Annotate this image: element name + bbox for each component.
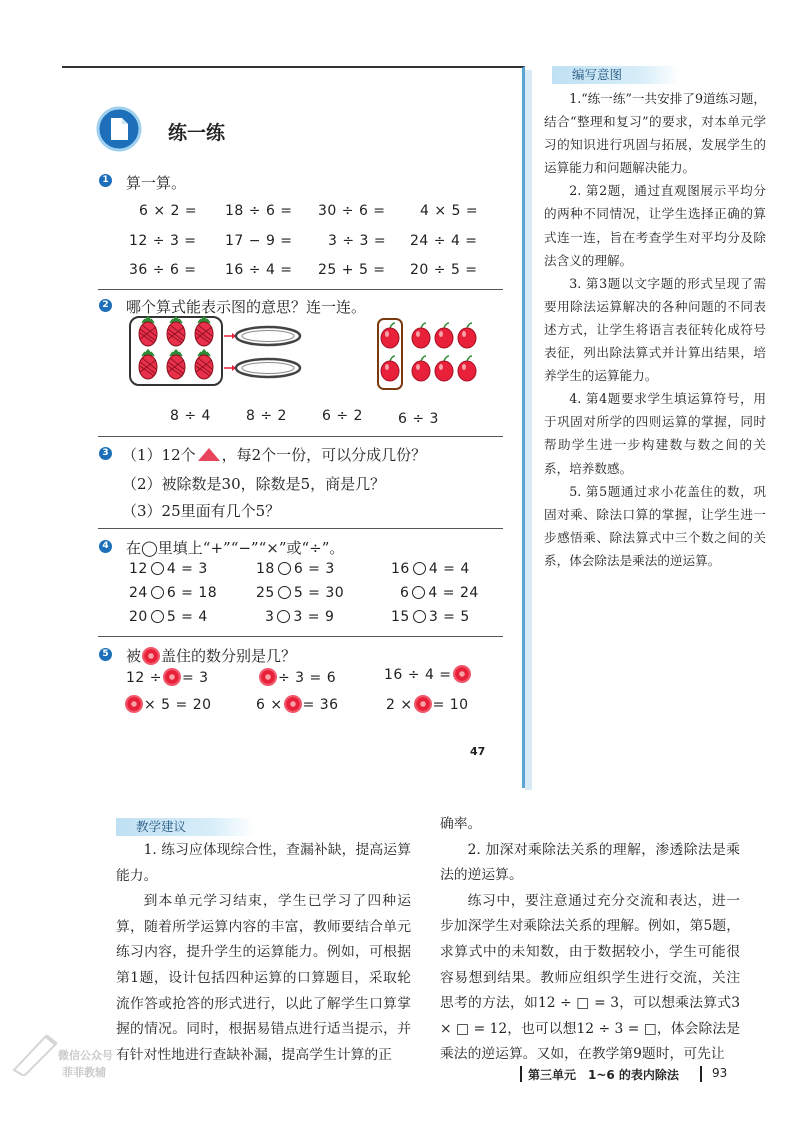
sidebar-paragraph: 5. 第5题通过求小花盖住的数，巩固对乘、除法口算的掌握，让学生进一步感悟乘、除法算式中三个数之间的关系，体会除法是乘法的逆运算。 <box>544 483 766 568</box>
q4-right: 5 = 30 <box>293 585 345 601</box>
q1-equation: 36 ÷ 6 = <box>129 262 197 278</box>
footer-divider <box>700 1066 702 1082</box>
q1-equation: 16 ÷ 4 = <box>225 262 293 278</box>
q4-item <box>391 609 470 625</box>
q5-left: 6 × <box>256 697 283 713</box>
q4-right: 3 = 9 <box>293 609 335 625</box>
q2-option[interactable]: 8 ÷ 2 <box>246 408 287 424</box>
operator-blank[interactable] <box>412 586 425 599</box>
exercise-document-icon <box>96 106 142 152</box>
teaching-right-column <box>440 812 740 1068</box>
q4-item <box>265 609 334 625</box>
q1-equation: 18 ÷ 6 = <box>225 203 293 219</box>
q5-item <box>258 670 336 686</box>
triangle-icon <box>198 448 220 461</box>
flower-icon[interactable] <box>455 667 469 681</box>
q2-option[interactable]: 6 ÷ 2 <box>322 408 363 424</box>
q2-prompt: 哪个算式能表示图的意思？连一连。 <box>126 298 367 316</box>
q4-item <box>256 561 335 577</box>
q5-right: = 36 <box>302 697 339 713</box>
q1-equation: 17 − 9 = <box>225 233 293 249</box>
q4-right: 4 = 24 <box>428 585 479 601</box>
q3-line2: （2）被除数是30，除数是5，商是几？ <box>122 475 386 493</box>
q4-left: 3 <box>265 609 275 625</box>
q4-right: 4 = 4 <box>428 561 470 577</box>
q1-equation: 30 ÷ 6 = <box>318 203 386 219</box>
operator-blank[interactable] <box>413 610 426 623</box>
q1-equation: 12 ÷ 3 = <box>129 233 197 249</box>
q5-item <box>386 697 469 713</box>
q1-number: 1 <box>99 174 112 187</box>
flower-icon[interactable] <box>261 670 275 684</box>
sidebar-label: 编写意图 <box>552 66 680 84</box>
q4-left: 18 <box>256 561 275 577</box>
q5-number: 5 <box>99 648 112 661</box>
q4-item <box>391 561 470 577</box>
sidebar-paragraph: 4. 第4题要求学生填运算符号，用于巩固对所学的四则运算的掌握，同时帮助学生进一步构建数与数之间的关系，培养数感。 <box>544 391 766 476</box>
q4-item <box>129 609 208 625</box>
q5-left: 2 × <box>386 697 413 713</box>
q4-right: 6 = 18 <box>166 585 218 601</box>
textbook-page-number: 47 <box>470 745 486 758</box>
teaching-paragraph: 1. 练习应体现综合性，查漏补缺，提高运算能力。 <box>116 842 411 884</box>
operator-blank[interactable] <box>151 586 164 599</box>
divider <box>98 636 503 637</box>
watermark-line1: 微信公众号 <box>58 1049 113 1062</box>
q3-line3: （3）25里面有几个5？ <box>122 502 281 520</box>
q4-left: 16 <box>391 561 410 577</box>
divider <box>98 289 503 290</box>
q4-number: 4 <box>99 540 112 553</box>
q3-line1-b: ，每2个一份，可以分成几份？ <box>221 446 427 464</box>
footer-divider <box>520 1066 522 1082</box>
teaching-left-column <box>116 838 411 1068</box>
teaching-paragraph: 到本单元学习结束，学生已学习了四种运算，随着所学运算内容的丰富，教师要结合单元练习内容，提升学生的运算能力。例如，可根据第1题，设计包括四种运算的口算题目，采取轮流作答或抢答的形式进行，以此了解学生口算掌握的情况。同时，根据易错点进行适当提示，并有针对性地进行查缺补漏，提高学生计算的正 <box>116 893 411 1063</box>
q5-right: = 3 <box>182 670 209 686</box>
page-shadow <box>525 70 532 790</box>
operator-blank[interactable] <box>278 562 291 575</box>
teaching-continuation: 确率。 <box>440 816 482 832</box>
divider <box>98 436 503 437</box>
footer-page-number: 93 <box>712 1066 728 1080</box>
operator-blank[interactable] <box>278 586 291 599</box>
q4-prompt: 在◯里填上“+”“−”“×”或“÷”。 <box>126 539 345 557</box>
q4-left: 20 <box>129 609 148 625</box>
flower-icon <box>144 649 158 663</box>
flower-icon[interactable] <box>127 697 141 711</box>
q1-equation: 6 × 2 = <box>139 203 198 219</box>
q5-left: 12 ÷ <box>126 670 162 686</box>
operator-blank[interactable] <box>151 562 164 575</box>
q2-number: 2 <box>99 299 112 312</box>
flower-icon[interactable] <box>165 670 179 684</box>
q4-right: 4 = 3 <box>166 561 208 577</box>
q5-left: 16 ÷ 4 = <box>384 667 452 683</box>
q4-right: 5 = 4 <box>166 609 208 625</box>
q5-item <box>384 667 472 683</box>
q5-right: ÷ 3 = 6 <box>278 670 337 686</box>
sidebar-paragraph: 3. 第3题以文字题的形式呈现了需要用除法运算解决的各种问题的不同表述方式，让学生将语言表征转化成符号表征，列出除法算式并计算出结果，培养学生的运算能力。 <box>544 275 766 384</box>
q1-prompt: 算一算。 <box>126 174 187 192</box>
q1-equation: 25 + 5 = <box>318 262 386 278</box>
watermark-line2: 菲菲教辅 <box>62 1066 106 1079</box>
q5-item <box>256 697 339 713</box>
q4-left: 25 <box>256 585 275 601</box>
q2-picture <box>124 313 514 395</box>
divider <box>98 528 503 529</box>
q5-right: × 5 = 20 <box>144 697 212 713</box>
q2-option[interactable]: 8 ÷ 4 <box>170 408 211 424</box>
exercise-title: 练一练 <box>168 122 226 144</box>
flower-icon[interactable] <box>286 697 300 711</box>
sidebar-paragraph: 1.“练一练”一共安排了9道练习题，结合“整理和复习”的要求，对本单元学习的知识进行巩固与拓展，发展学生的运算能力和问题解决能力。 <box>544 91 766 176</box>
q4-left: 24 <box>129 585 148 601</box>
sidebar-paragraph: 2. 第2题，通过直观图展示平均分的两种不同情况，让学生选择正确的算式连一连，旨在考查学生对平均分及除法含义的理解。 <box>544 183 766 268</box>
q5-prompt <box>126 645 296 666</box>
teaching-label: 教学建议 <box>116 818 254 836</box>
operator-blank[interactable] <box>277 610 290 623</box>
q4-item <box>129 561 208 577</box>
q5-item <box>126 670 209 686</box>
footer-unit: 第三单元 1~6 的表内除法 <box>528 1068 679 1082</box>
q2-option[interactable]: 6 ÷ 3 <box>398 411 439 427</box>
q4-item <box>129 585 217 601</box>
sidebar-text <box>544 87 766 572</box>
q1-equation: 3 ÷ 3 = <box>328 233 387 249</box>
flower-icon[interactable] <box>416 697 430 711</box>
q4-right: 6 = 3 <box>293 561 335 577</box>
q3-number: 3 <box>99 447 112 460</box>
q1-equation: 20 ÷ 5 = <box>410 262 478 278</box>
q5-prompt-a: 被 <box>126 647 142 665</box>
q4-left: 6 <box>400 585 410 601</box>
q1-equation: 24 ÷ 4 = <box>410 233 478 249</box>
q4-right: 3 = 5 <box>428 609 470 625</box>
teaching-paragraph: 2. 加深对乘除法关系的理解，渗透除法是乘法的逆运算。 <box>440 841 740 884</box>
operator-blank[interactable] <box>151 610 164 623</box>
q4-left: 15 <box>391 609 410 625</box>
q5-prompt-b: 盖住的数分别是几？ <box>161 647 297 665</box>
q3-line1 <box>122 444 426 465</box>
q4-left: 12 <box>129 561 148 577</box>
q1-equation: 4 × 5 = <box>420 203 479 219</box>
q3-line1-a: （1）12个 <box>122 446 196 464</box>
q5-item <box>124 697 212 713</box>
q4-item <box>400 585 479 601</box>
operator-blank[interactable] <box>413 562 426 575</box>
teaching-paragraph: 练习中，要注意通过充分交流和表达，进一步加深学生对乘除法关系的理解。例如，第5题，求算式中的未知数，由于数据较小，学生可能很容易想到结果。教师应组织学生进行交流，关注思考的方法，如12 ÷ □ = 3，可以想乘法算式3 × □ = 12，也可以想12 ÷ 3 = □，体会除法是乘法的逆运算。又如，在教学第9题时，可先让 <box>440 892 740 1063</box>
q4-item <box>256 585 344 601</box>
q5-right: = 10 <box>432 697 469 713</box>
